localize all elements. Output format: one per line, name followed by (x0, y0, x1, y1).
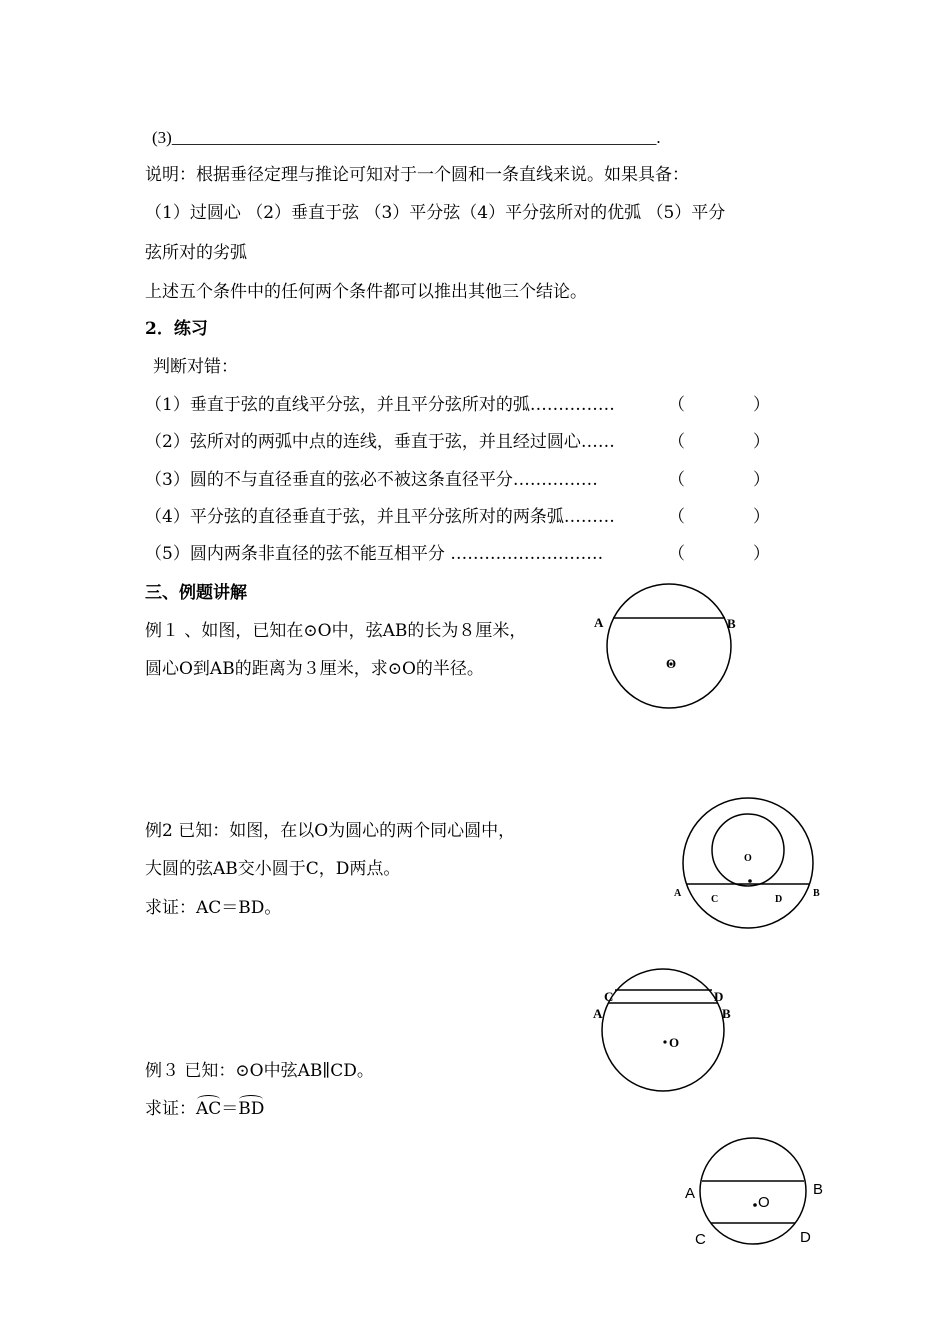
note-intro: 说明：根据垂径定理与推论可知对于一个圆和一条直线来说。如果具备： (145, 165, 689, 185)
practice-item-5-answer: （ ） (668, 544, 770, 564)
circle-o (602, 969, 724, 1091)
practice-item-4: （4）平分弦的直径垂直于弦，并且平分弦所对的两条弧……… (145, 507, 615, 527)
label-o: O (744, 853, 752, 864)
practice-item-5: （5）圆内两条非直径的弦不能互相平分 ……………………… (145, 544, 604, 564)
example-1-line-1: 例１ 、如图，已知在⊙O中，弦AB的长为８厘米， (145, 621, 527, 641)
label-b: B (722, 1006, 731, 1021)
practice-item-1: （1）垂直于弦的直线平分弦，并且平分弦所对的弧…………… (145, 395, 615, 415)
circle-o (607, 584, 731, 708)
practice-item-2-answer: （ ） (668, 432, 770, 452)
example-3-equals: ＝ (221, 1099, 239, 1119)
label-d: D (775, 894, 783, 905)
example-3-proof-prefix: 求证： (145, 1099, 196, 1119)
center-point (663, 1040, 666, 1043)
example-2-line-3: 求证：AC＝BD。 (145, 898, 282, 918)
label-b: B (813, 888, 820, 899)
example-2-figure (668, 795, 833, 935)
examples-heading: 三、例题讲解 (145, 583, 247, 603)
label-o: O (758, 1194, 770, 1211)
inner-circle (712, 814, 784, 886)
note-conclusion: 上述五个条件中的任何两个条件都可以推出其他三个结论。 (145, 282, 587, 302)
practice-item-4-answer: （ ） (668, 507, 770, 527)
label-d: D (800, 1229, 811, 1246)
example-3-proof (145, 1101, 264, 1118)
example-3-line-1: 例３ 已知：⊙O中弦AB∥CD。 (145, 1061, 374, 1081)
note-conditions: （1）过圆心 （2）垂直于弦 （3）平分弦（4）平分弦所对的优弧 （5）平分 (145, 203, 726, 223)
practice-item-3: （3）圆的不与直径垂直的弦必不被这条直径平分…………… (145, 470, 598, 490)
center-point (753, 1203, 757, 1207)
label-a: A (593, 1006, 603, 1021)
label-c: C (695, 1231, 706, 1248)
center-point (748, 879, 752, 883)
example-3-figure-a (588, 962, 748, 1097)
example-3-figure-b (678, 1133, 833, 1258)
example-1-figure (590, 578, 750, 718)
arc-bd: BD (238, 1099, 265, 1119)
label-d: D (714, 989, 724, 1004)
example-2-line-1: 例2 已知：如图，在以O为圆心的两个同心圆中， (145, 821, 516, 841)
circle-o (700, 1138, 806, 1244)
arc-ac: AC (196, 1099, 222, 1119)
practice-item-3-answer: （ ） (668, 470, 770, 490)
label-a: A (685, 1185, 696, 1202)
practice-prompt: 判断对错： (153, 357, 238, 377)
practice-item-2: （2）弦所对的两弧中点的连线，垂直于弦，并且经过圆心…… (145, 432, 615, 452)
label-a: A (594, 615, 604, 630)
practice-heading: 2．练习 (145, 319, 208, 339)
example-1-line-2: 圆心O到AB的距离为３厘米，求⊙O的半径。 (145, 659, 484, 679)
note-conditions-cont: 弦所对的劣弧 (145, 243, 247, 263)
label-b: B (813, 1181, 824, 1198)
item-3-blank: (3)_________________________________________________________. (152, 128, 661, 147)
label-b: B (727, 616, 736, 631)
label-o: O (669, 1035, 680, 1050)
label-a: A (674, 888, 682, 899)
example-2-line-2: 大圆的弦AB交小圆于C，D两点。 (145, 859, 401, 879)
label-c: C (604, 989, 614, 1004)
label-o: O (666, 656, 677, 671)
practice-item-1-answer: （ ） (668, 395, 770, 415)
label-c: C (711, 894, 719, 905)
